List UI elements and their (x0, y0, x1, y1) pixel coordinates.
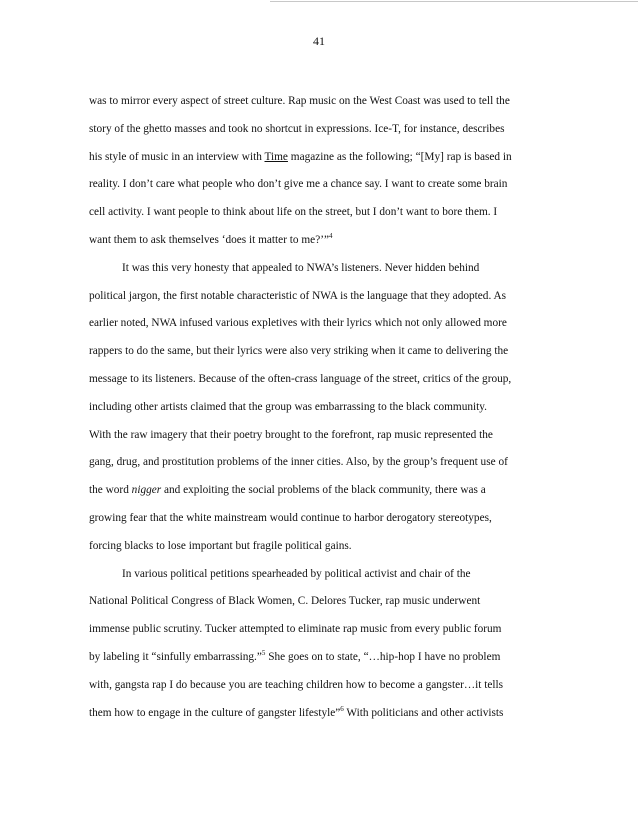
text-line: story of the ghetto masses and took no shortcut in expressions. Ice-T, for instance, describes (89, 122, 505, 135)
text-line: rappers to do the same, but their lyrics were also very striking when it came to delivering the (89, 345, 509, 358)
scan-edge-line (270, 1, 638, 2)
footnote-ref: 5 (261, 649, 266, 658)
text-line: reality. I don’t care what people who don’t give me a chance say. I want to create some brain (89, 178, 508, 191)
text-line: them how to engage in the culture of gangster lifestyle”$^6$ With politicians and other activists (89, 704, 504, 719)
footnote-ref: 6 (340, 704, 344, 713)
page-number: 41 (313, 34, 325, 48)
text-line: including other artists claimed that the group was embarrassing to the black community. (89, 400, 488, 413)
text-line: political jargon, the first notable characteristic of NWA is the language that they adopted. As (89, 289, 507, 302)
text-line: was to mirror every aspect of street culture. Rap music on the West Coast was used to tell the (89, 95, 510, 107)
text-line: earlier noted, NWA infused various expletives with their lyrics which not only allowed more (89, 317, 507, 330)
text-line: message to its listeners. Because of the often-crass language of the street, critics of the group, (89, 372, 512, 385)
text-line: In various political petitions spearheaded by political activist and chair of the (122, 567, 471, 580)
text-line: cell activity. I want people to think about life on the street, but I don’t want to bore them. I (89, 206, 498, 219)
magazine-title: Time (264, 150, 288, 163)
footnote-ref: 4 (329, 232, 333, 241)
text-line: forcing blacks to lose important but fragile political gains. (89, 539, 352, 552)
text-line: It was this very honesty that appealed to NWA’s listeners. Never hidden behind (122, 261, 480, 274)
text-line: growing fear that the white mainstream would continue to harbor derogatory stereotypes, (89, 511, 492, 524)
italic-word: nigger (131, 484, 162, 497)
body-text (89, 92, 559, 731)
text-line: National Political Congress of Black Women, C. Delores Tucker, rap music underwent (89, 595, 481, 608)
text-line: his style of music in an interview with Time magazine as the following; “[My] rap is based in (89, 150, 512, 163)
text-line: the word nigger and exploiting the social problems of the black community, there was a (89, 484, 486, 497)
text-line: want them to ask themselves ‘does it matter to me?’”$^4$ (89, 232, 333, 246)
text-line: With the raw imagery that their poetry brought to the forefront, rap music represented the (89, 428, 493, 441)
text-line: gang, drug, and prostitution problems of the inner cities. Also, by the group’s frequent use of (89, 456, 508, 469)
text-line: immense public scrutiny. Tucker attempted to eliminate rap music from every public forum (89, 623, 502, 636)
text-line: with, gangsta rap I do because you are teaching children how to become a gangster…it tells (89, 678, 504, 691)
text-line: by labeling it “sinfully embarrassing.”$^5$ She goes on to state, “…hip-hop I have no problem (89, 649, 501, 663)
